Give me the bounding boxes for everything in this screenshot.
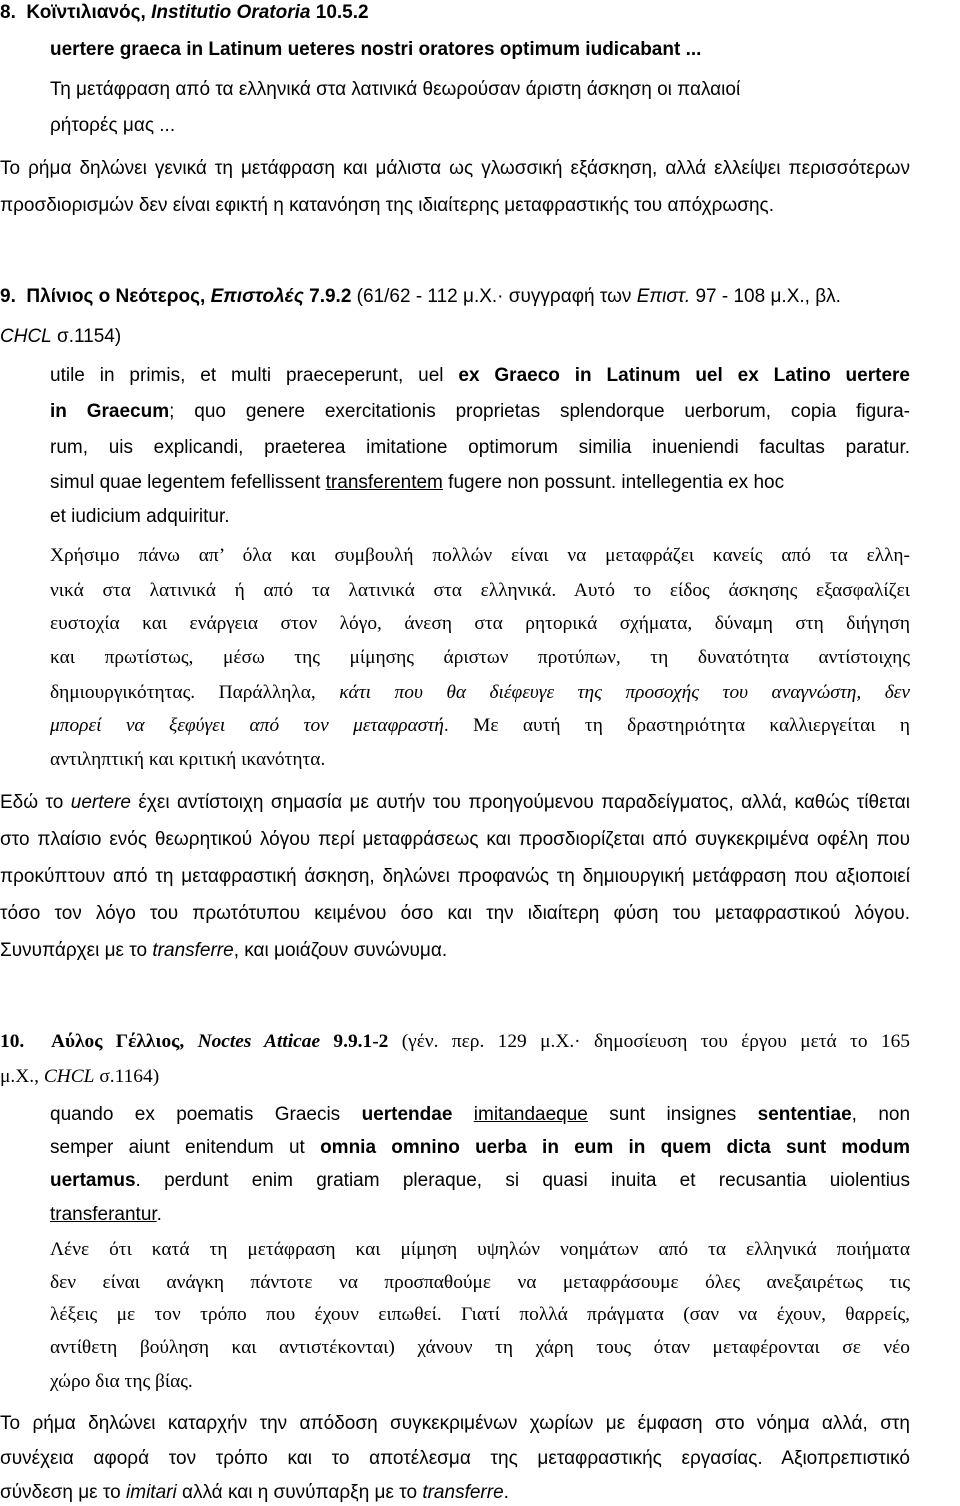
- author-name: Κοϊντιλιανός,: [26, 2, 146, 23]
- latin-quote-line: et iudicium adquiritur.: [50, 506, 230, 527]
- greek-translation-line: αντίθετη βούληση και αντιστέκονται) χάνουν τη χάρη τους όταν μεταφέρονται σε νέο: [50, 1337, 910, 1358]
- greek-translation-line: ρήτορές μας ...: [50, 115, 176, 136]
- work-title: Επιστολές: [210, 286, 304, 307]
- greek-translation-line: Τη μετάφραση από τα ελληνικά στα λατινικά θεωρούσαν άριστη άσκηση οι παλαιοί: [50, 79, 741, 100]
- commentary-line: προσδιορισμών δεν είναι εφικτή η κατανόηση της ιδιαίτερης μεταφραστικής του απόχρωσης.: [0, 195, 774, 216]
- section-8-heading: [0, 2, 369, 24]
- commentary-line: Το ρήμα δηλώνει καταρχήν την απόδοση συγκεκριμένων χωρίων με έμφαση στο νόημα αλλά, στη: [0, 1413, 910, 1434]
- reference: 7.9.2: [309, 286, 352, 307]
- latin-quote-line: quando ex poematis Graecis uertendae imitandaeque sunt insignes sententiae, non: [50, 1104, 911, 1125]
- commentary-line: σύνδεση με το imitari αλλά και η συνύπαρξη με το transferre.: [0, 1482, 509, 1503]
- heading-meta-continued: CHCL σ.1154): [0, 326, 122, 347]
- commentary-line: Εδώ το uertere έχει αντίστοιχη σημασία με αυτήν του προηγούμενου παραδείγματος, αλλά, καθώς τίθεται: [0, 792, 910, 813]
- greek-translation-line: Χρήσιμο πάνω απ’ όλα και συμβουλή πολλών είναι να μεταφράζει κανείς από τα ελλη-: [50, 545, 910, 566]
- greek-translation-line: δεν είναι ανάγκη πάντοτε να προσπαθούμε να μεταφράσουμε όλες ανεξαιρέτως τις: [50, 1272, 910, 1293]
- latin-quote-line: utile in primis, et multi praeceperunt, uel ex Graeco in Latinum uel ex Latino uertere: [50, 365, 910, 386]
- greek-translation-line: και πρωτίστως, μέσω της μίμησης άριστων προτύπων, τη δυνατότητα αντίστοιχης: [50, 647, 910, 668]
- latin-quote-line: rum, uis explicandi, praeterea imitatione optimorum similia inueniendi facultas paratur.: [50, 437, 910, 458]
- section-9-heading: [0, 286, 841, 308]
- greek-translation-line: Λένε ότι κατά τη μετάφραση και μίμηση υψηλών νοημάτων από τα ελληνικά ποιήματα: [50, 1239, 910, 1260]
- commentary-line: τόσο τον λόγο του πρωτότυπου κειμένου όσο και την ιδιαίτερη φύση του μεταφραστικού λόγου.: [0, 903, 910, 924]
- commentary-line: συνέχεια αφορά τον τρόπο και το αποτέλεσμα της μεταφραστικής εργασίας. Αξιοπρεπιστικό: [0, 1448, 910, 1469]
- greek-translation-line: λέξεις με τον τρόπο που έχουν ειπωθεί. Γιατί πολλά πράγματα (σαν να έχουν, θαρρείς,: [50, 1304, 910, 1325]
- reference: 10.5.2: [315, 2, 369, 23]
- greek-translation-line: δημιουργικότητας. Παράλληλα, κάτι που θα διέφευγε της προσοχής του αναγνώστη, δεν: [50, 682, 910, 703]
- heading-meta-continued: μ.Χ., CHCL σ.1164): [0, 1066, 160, 1087]
- greek-translation-line: αντιληπτική και κριτική ικανότητα.: [50, 749, 326, 770]
- latin-quote-line: simul quae legentem fefellissent transferentem fugere non possunt. intellegentia ex hoc: [50, 472, 785, 493]
- section-number: 9.: [0, 286, 16, 307]
- author-name: Αύλος Γέλλιος,: [50, 1031, 185, 1052]
- latin-quote-line: in Graecum; quo genere exercitationis proprietas splendorque uerborum, copia figura-: [50, 401, 910, 422]
- greek-translation-line: νικά στα λατινικά ή από τα λατινικά στα ελληνικά. Αυτό το είδος άσκησης εξασφαλίζει: [50, 580, 910, 601]
- greek-translation-line: ευστοχία και ενάργεια στον λόγο, άνεση στα ρητορικά σχήματα, δύναμη στη διήγηση: [50, 613, 910, 634]
- latin-quote-line: semper aiunt enitendum ut omnia omnino uerba in eum in quem dicta sunt modum: [50, 1137, 910, 1158]
- commentary-line: στο πλαίσιο ενός θεωρητικού λόγου περί μεταφράσεως και προσδιορίζεται από συγκεκριμένα οφέλη που: [0, 829, 910, 850]
- work-title: Institutio Oratoria: [151, 2, 311, 23]
- heading-meta: (61/62 - 112 μ.Χ.· συγγραφή των Επιστ. 97 - 108 μ.Χ., βλ.: [356, 286, 841, 307]
- latin-quote-line: uertamus. perdunt enim gratiam pleraque, si quasi inuita et recusantia uiolentius: [50, 1170, 910, 1191]
- reference: 9.9.1-2: [333, 1031, 389, 1052]
- commentary-line: Το ρήμα δηλώνει γενικά τη μετάφραση και μάλιστα ως γλωσσική εξάσκηση, αλλά ελλείψει περισσότερων: [0, 158, 910, 179]
- heading-meta: (γέν. περ. 129 μ.Χ.· δημοσίευση του έργου μετά το 165: [401, 1031, 910, 1052]
- greek-translation-line: μπορεί να ξεφύγει από τον μεταφραστή. Με αυτή τη δραστηριότητα καλλιεργείται η: [50, 715, 910, 736]
- commentary-line: προκύπτουν από τη μεταφραστική άσκηση, δηλώνει προφανώς τη δημιουργική μετάφραση που αξιοποιεί: [0, 866, 910, 887]
- section-number: 10.: [0, 1031, 25, 1052]
- greek-translation-line: χώρο δια της βίας.: [50, 1371, 193, 1392]
- work-title: Noctes Atticae: [197, 1031, 321, 1052]
- author-name: Πλίνιος ο Νεότερος,: [26, 286, 206, 307]
- section-number: 8.: [0, 2, 16, 23]
- section-10-heading: [0, 1031, 910, 1053]
- latin-quote: uertere graeca in Latinum ueteres nostri oratores optimum iudicabant ...: [50, 39, 702, 60]
- commentary-line: Συνυπάρχει με το transferre, και μοιάζουν συνώνυμα.: [0, 940, 448, 961]
- latin-quote-line: transferantur.: [50, 1204, 162, 1225]
